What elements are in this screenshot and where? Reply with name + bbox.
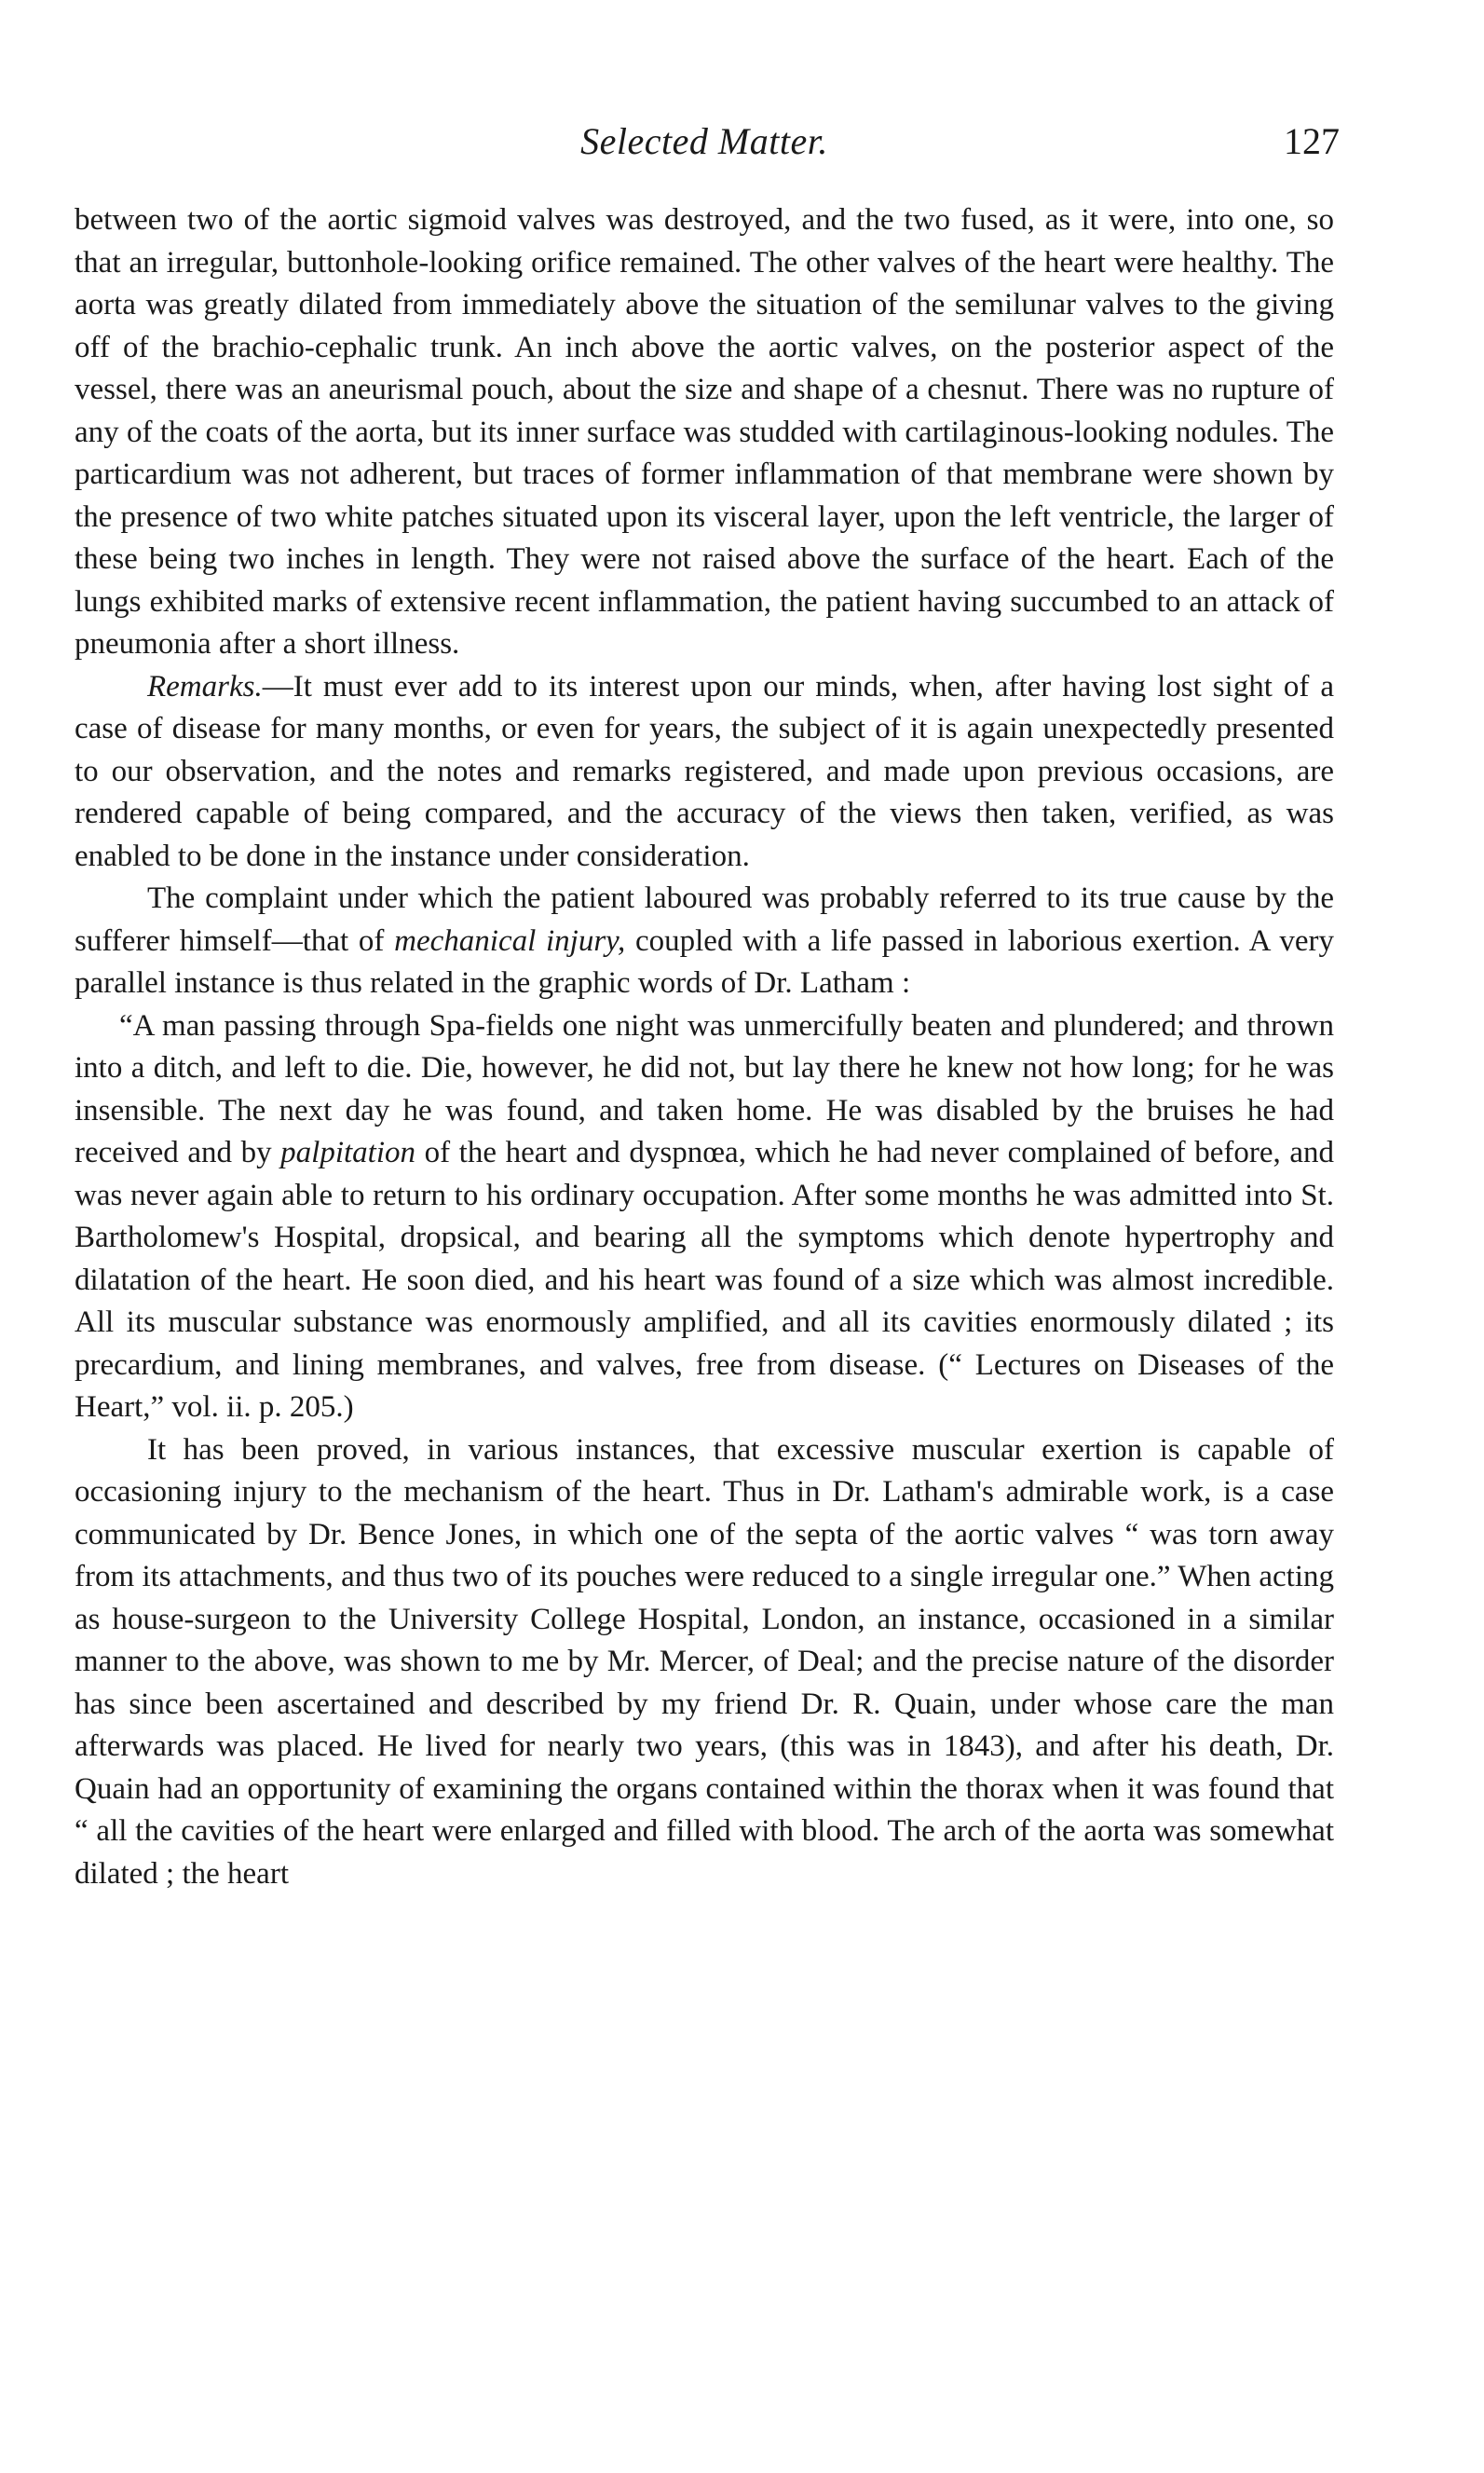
body-text xyxy=(75,199,1334,1895)
remarks-lead-in: Remarks. xyxy=(147,669,263,704)
page-number: 127 xyxy=(1284,120,1340,162)
paragraph-latham-quotation xyxy=(75,1005,1334,1429)
text-run: of the heart and dyspnœa, which he had never complained of before, and was never again able to return to his ordinary occupation. After some months he was admitted into St. Bartholomew's Hospital, dropsical, and bearing all the symptoms which denote hypertrophy and dilatation of the heart. He soon died, and his heart was found of a size which was almost incredible. All its muscular substance was enormously amplified, and all its cavities enormously dilated ; its precardium, and lining membranes, and valves, free from disease. (“ Lectures on Diseases of the Heart,” vol. ii. p. 205.) xyxy=(75,1136,1334,1424)
paragraph-autopsy-findings xyxy=(75,199,1334,666)
text-run: between two of the aortic sigmoid valves was destroyed, and the two fused, as it were, into one, so that an irregular, buttonhole-looking orifice remained. The other valves of the heart were healthy. The aorta was greatly dilated from immediately above the situation of the semilunar valves to the giving off of the brachio-cephalic trunk. An inch above the aortic valves, on the posterior aspect of the vessel, there was an aneurismal pouch, about the size and shape of a chesnut. There was no rupture of any of the coats of the aorta, but its inner surface was studded with cartilaginous-looking nodules. The particardium was not adherent, but traces of former inflammation of that membrane were shown by the presence of two white patches situated upon its visceral layer, upon the left ventricle, the larger of these being two inches in length. They were not raised above the surface of the heart. Each of the lungs exhibited marks of extensive recent inflammation, the patient having succumbed to an attack of pneumonia after a short illness. xyxy=(75,203,1334,661)
page xyxy=(75,119,1340,1895)
text-run: coupled with a life passed in laborious exertion. A very parallel instance is thus related in the graphic words of Dr. Latham : xyxy=(75,923,1334,1000)
paragraph-muscular-exertion xyxy=(75,1429,1334,1896)
text-run: It has been proved, in various instances, that excessive muscular exertion is capable of occasioning injury to the mechanism of the heart. Thus in Dr. Latham's admirable work, is a case communicated by Dr. Bence Jones, in which one of the septa of the aortic valves “ was torn away from its attachments, and thus two of its pouches were reduced to a single irregular one.” When acting as house-surgeon to the University College Hospital, London, an instance, occasioned in a similar manner to the above, was shown to me by Mr. Mercer, of Deal; and the precise nature of the disorder has since been ascertained and described by my friend Dr. R. Quain, under whose care the man afterwards was placed. He lived for nearly two years, (this was in 1843), and after his death, Dr. Quain had an opportunity of examining the organs contained within the thorax when it was found that “ all the cavities of the heart were enlarged and filled with blood. The arch of the aorta was somewhat dilated ; the heart xyxy=(75,1432,1334,1891)
running-title: Selected Matter. xyxy=(580,120,828,162)
running-head xyxy=(75,119,1340,179)
paragraph-remarks xyxy=(75,666,1334,879)
text-run: “A man passing through Spa-fields one night was unmercifully beaten and plundered; and thrown into a ditch, and left to die. Die, however, he did not, but lay there he knew not how long; for he was insensible. The next day he was found, and taken home. He was disabled by the bruises he had received and by xyxy=(75,1008,1334,1169)
italic-word: palpitation xyxy=(280,1136,416,1169)
italic-phrase: mechanical injury, xyxy=(394,923,626,958)
text-run: —It must ever add to its interest upon our minds, when, after having lost sight of a case of disease for many months, or even for years, the subject of it is again unexpectedly presented to our observation, and the notes and remarks registered, and made upon previous occasions, are rendered capable of being compared, and the accuracy of the views then taken, verified, as was enabled to be done in the instance under consideration. xyxy=(75,669,1334,873)
text-run: The complaint under which the patient laboured was probably referred to its true cause by the sufferer himself—that of xyxy=(75,881,1334,958)
paragraph-complaint-cause xyxy=(75,878,1334,1005)
